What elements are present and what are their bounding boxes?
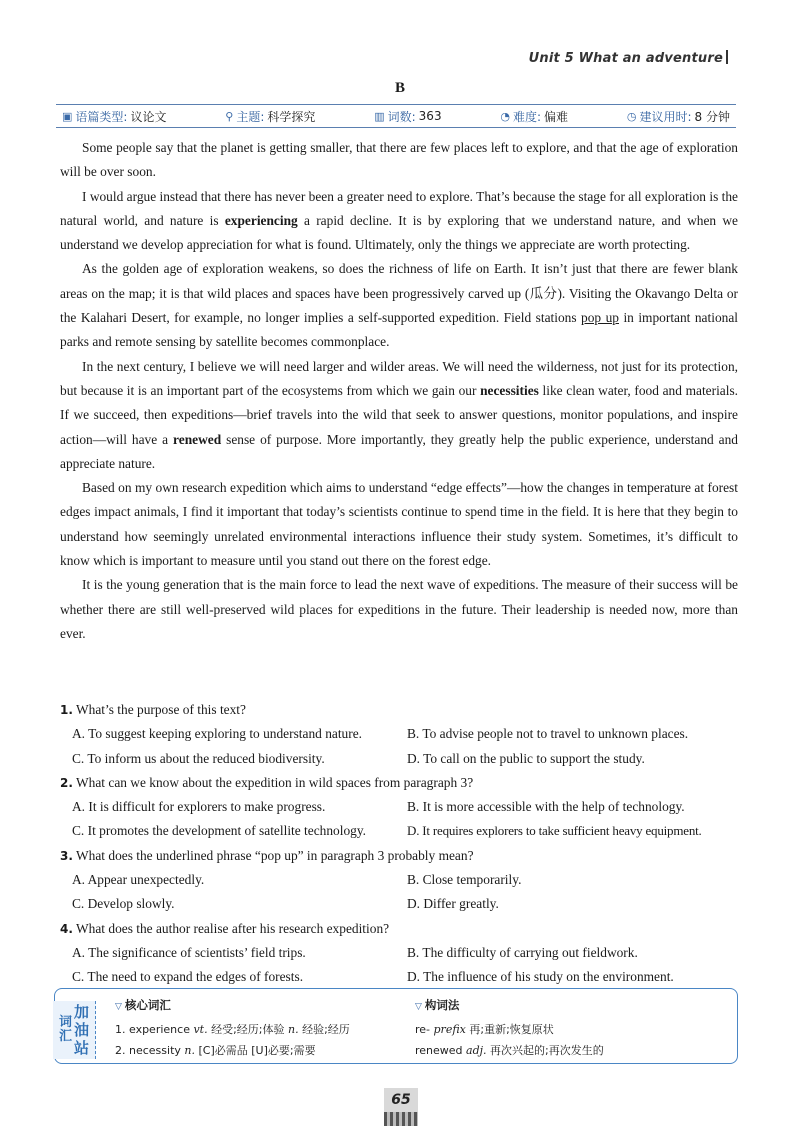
option-c: C. The need to expand the edges of forests. bbox=[72, 969, 304, 985]
info-theme bbox=[225, 108, 315, 125]
option-c: C. To inform us about the reduced biodiversity. bbox=[72, 750, 325, 766]
info-suggested-time bbox=[627, 108, 730, 125]
vocab-tag-col2: 加 油 站 bbox=[74, 1003, 90, 1057]
question-stem: 1. What’s the purpose of this text? bbox=[60, 702, 246, 717]
question-stem: 2. What can we know about the expedition in wild spaces from paragraph 3? bbox=[60, 774, 474, 790]
section-letter: B bbox=[394, 80, 405, 96]
book-icon: ▣ bbox=[62, 109, 73, 123]
core-vocab-column bbox=[115, 997, 405, 1063]
info-theme-label: 主题: bbox=[236, 109, 265, 124]
vocab-word-necessities: necessities bbox=[480, 382, 539, 398]
option-c: C. Develop slowly. bbox=[72, 896, 175, 912]
core-vocab-item-1: 1. experience vt. 经受;经历;体验 n. 经验;经历 bbox=[115, 1023, 350, 1036]
clock-icon: ◷ bbox=[626, 109, 637, 123]
question-2 bbox=[60, 771, 750, 844]
magnifier-icon: ⚲ bbox=[225, 109, 234, 123]
paragraph-1: Some people say that the planet is getting smaller, that there are few places left to explore, and that the age of exploration will be over soon. bbox=[60, 140, 738, 180]
info-words-value: 363 bbox=[418, 109, 442, 123]
question-3 bbox=[60, 844, 750, 917]
info-theme-value: 科学探究 bbox=[267, 109, 316, 124]
info-difficulty bbox=[500, 108, 568, 125]
page-number: 65 bbox=[384, 1088, 418, 1112]
option-b: B. To advise people not to travel to unknown places. bbox=[407, 726, 689, 742]
question-4 bbox=[60, 917, 750, 990]
paragraph-2: I would argue instead that there has never been a greater need to explore. That’s because the stage for all exploration is the natural world, and nature is experiencing a rapid decline. It is by exploring that we understand nature, and when we understand we develop appreciation for what is found. Ultimately, only the things we appreciate are worth protecting. bbox=[60, 188, 738, 253]
info-word-count bbox=[374, 108, 441, 125]
triangle-icon: ▽ bbox=[415, 1002, 422, 1012]
page-number-decoration bbox=[384, 1112, 418, 1126]
info-text-type bbox=[62, 108, 166, 125]
info-bar bbox=[56, 104, 736, 128]
question-stem: 3. What does the underlined phrase “pop up” in paragraph 3 probably mean? bbox=[60, 847, 474, 863]
option-d: D. To call on the public to support the study. bbox=[407, 750, 645, 766]
word-formation-item-2: renewed adj. 再次兴起的;再次发生的 bbox=[415, 1044, 604, 1057]
option-c: C. It promotes the development of satellite technology. bbox=[72, 823, 367, 839]
word-formation-column bbox=[415, 997, 725, 1063]
core-vocab-item-2: 2. necessity n. [C]必需品 [U]必要;需要 bbox=[115, 1044, 316, 1057]
bar-chart-icon: ▥ bbox=[374, 109, 385, 123]
word-formation-item-1: re- prefix 再;重新;恢复原状 bbox=[415, 1023, 554, 1036]
unit-title: Unit 5 What an adventure bbox=[528, 51, 723, 66]
paragraph-3: As the golden age of exploration weakens, so does the richness of life on Earth. It isn’t just that there are fewer blank areas on the map; it is that wild places and spaces have been progressively carved up (瓜分). Visiting the Okavango Delta or the Kalahari Desert, for example, no longer implies a self-supported expedition. Field stations pop up in important national parks and remote sensing by satellite becomes commonplace. bbox=[60, 261, 738, 350]
core-vocab-heading: ▽ 核心词汇 bbox=[115, 998, 171, 1012]
question-1 bbox=[60, 698, 750, 771]
vocab-tag-label bbox=[53, 1001, 96, 1059]
info-type-label: 语篇类型: bbox=[75, 109, 128, 124]
vocab-word-renewed: renewed bbox=[173, 431, 222, 447]
option-d: D. It requires explorers to take sufficient heavy equipment. bbox=[407, 823, 702, 839]
paragraph-4: In the next century, I believe we will need larger and wilder areas. We will need the wilderness, not just for its protection, but because it is an important part of the ecosystems from which we gain our necessities like clean water, food and materials. If we succeed, then expeditions—brief travels into the wild that seek to answer questions, monitor populations, and inspire action—will have a renewed sense of purpose. More importantly, they greatly help the public experience, understand and appreciate nature. bbox=[60, 358, 739, 471]
option-a: A. The significance of scientists’ field trips. bbox=[72, 944, 306, 960]
header-bar-decoration bbox=[726, 50, 728, 64]
paragraph-6: It is the young generation that is the main force to lead the next wave of expeditions. The measure of their success will be whether there are still well-preserved wild places for expeditions in the future. Their leadership is needed now, more than ever. bbox=[60, 577, 738, 641]
unit-header bbox=[529, 50, 728, 66]
vocab-word-experiencing: experiencing bbox=[224, 212, 298, 228]
info-time-value: 8 分钟 bbox=[694, 109, 730, 124]
option-b: B. The difficulty of carrying out fieldwork. bbox=[407, 944, 638, 960]
option-b: B. It is more accessible with the help of technology. bbox=[407, 799, 685, 815]
reading-passage bbox=[60, 136, 738, 646]
word-formation-heading: ▽ 构词法 bbox=[415, 998, 460, 1012]
info-difficulty-label: 难度: bbox=[513, 109, 542, 124]
gauge-icon: ◔ bbox=[500, 109, 510, 123]
vocab-tag-col1: 词 汇 bbox=[58, 1015, 72, 1044]
option-a: A. It is difficult for explorers to make progress. bbox=[72, 799, 326, 815]
option-a: A. To suggest keeping exploring to understand nature. bbox=[72, 726, 363, 742]
option-d: D. The influence of his study on the environment. bbox=[407, 969, 674, 985]
option-a: A. Appear unexpectedly. bbox=[72, 872, 205, 888]
info-difficulty-value: 偏难 bbox=[544, 109, 569, 124]
option-d: D. Differ greatly. bbox=[407, 896, 499, 912]
option-b: B. Close temporarily. bbox=[407, 872, 522, 888]
paragraph-5: Based on my own research expedition which aims to understand “edge effects”—how the changes in temperature at forest edges impact animals, I find it important that today’s scientists continue to spend time in the field. It is here that they begin to understand how seemingly unrelated environmental interactions influence their study system. Sometimes, it’s difficult to know which is important to measure until you stand out there on the forest edge. bbox=[60, 480, 738, 569]
question-stem: 4. What does the author realise after his research expedition? bbox=[60, 920, 390, 936]
question-list bbox=[60, 698, 750, 990]
info-time-label: 建议用时: bbox=[639, 109, 692, 124]
vocabulary-box bbox=[54, 988, 738, 1064]
info-words-label: 词数: bbox=[387, 109, 416, 124]
info-type-value: 议论文 bbox=[130, 109, 167, 124]
triangle-icon: ▽ bbox=[115, 1002, 122, 1012]
underlined-phrase-pop-up: pop up bbox=[581, 310, 619, 326]
